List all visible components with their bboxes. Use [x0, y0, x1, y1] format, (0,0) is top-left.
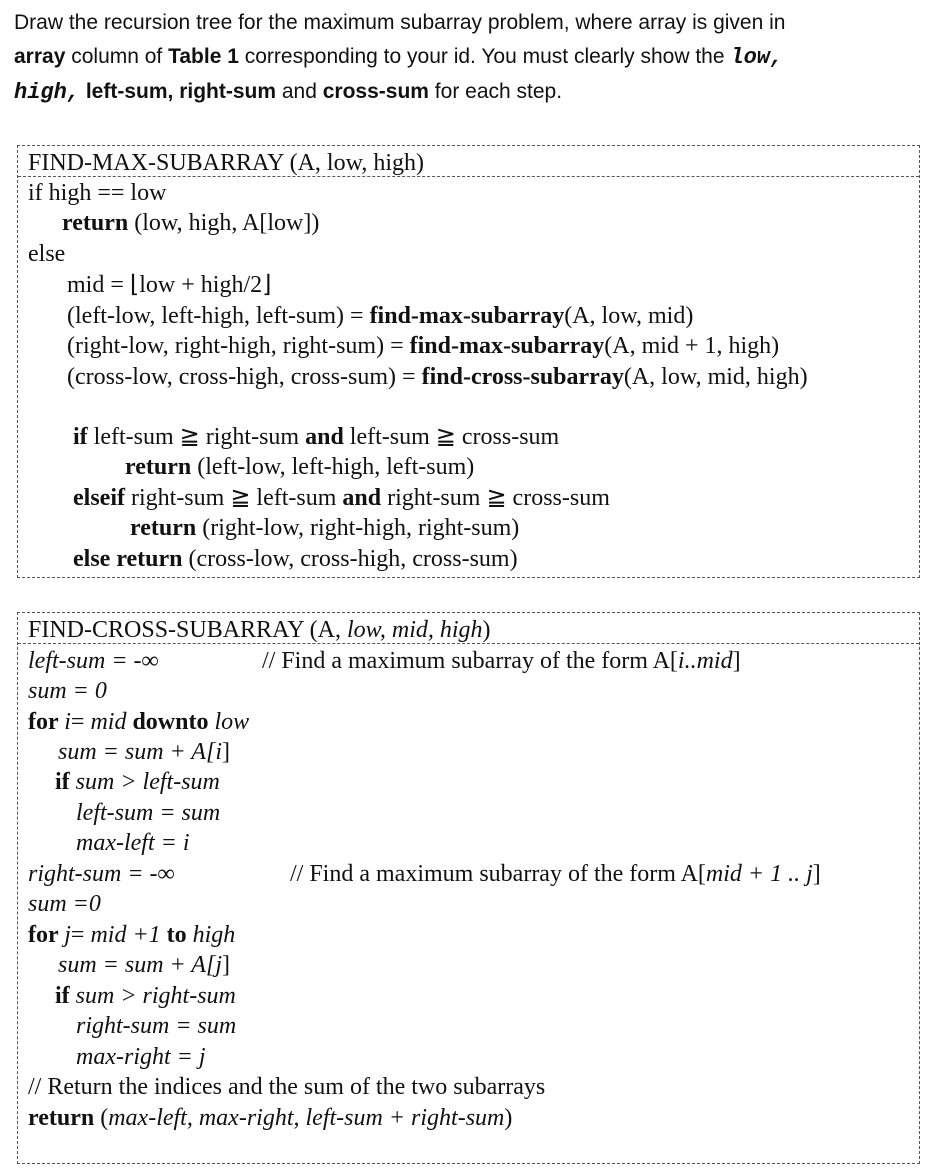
code-text: right-sum = -∞: [28, 861, 175, 887]
code-text: (cross-low, cross-high, cross-sum): [182, 546, 518, 572]
code-text: sum > right-sum: [75, 983, 236, 1009]
find-cross-subarray-box: [17, 612, 920, 1164]
code-text: sum =0: [28, 891, 101, 917]
code-text: ]: [221, 739, 230, 765]
comment-line: // Return the indices and the sum of the two subarrays: [28, 1074, 546, 1100]
code-text: left-sum ≧ right-sum: [87, 424, 306, 450]
title-text: ): [482, 617, 491, 643]
code-text: (low, high, A[low]): [128, 210, 320, 236]
title-text: FIND-CROSS-SUBARRAY (A,: [28, 617, 347, 643]
code-text: (right-low, right-high, right-sum) =: [67, 333, 410, 359]
code-line: [55, 767, 220, 797]
code-text: sum > left-sum: [75, 769, 220, 795]
code-line: [28, 707, 249, 737]
code-text: (A, low, mid): [564, 303, 694, 329]
keyword: and: [342, 485, 382, 511]
title-params: low, mid, high: [346, 617, 483, 643]
keyword: elseif: [73, 485, 125, 511]
comment-text: // Find a maximum subarray of the form A[: [290, 861, 706, 887]
keyword: return: [125, 454, 192, 480]
code-text: ]: [221, 952, 230, 978]
comment-text: ]: [732, 648, 741, 674]
code-text: left-sum ≧ cross-sum: [343, 424, 560, 450]
keyword: for: [28, 922, 65, 948]
code-text: (: [94, 1105, 109, 1131]
keyword: if: [55, 983, 76, 1009]
code-var: i: [215, 739, 222, 765]
code-var: mid: [90, 709, 127, 735]
code-line: [73, 544, 518, 574]
code-var: mid +1: [90, 922, 161, 948]
keyword: return: [62, 210, 129, 236]
code-line: if high == low: [28, 180, 167, 206]
keyword: return: [28, 1105, 95, 1131]
keyword: downto: [126, 709, 215, 735]
keyword: for: [28, 709, 65, 735]
code-text: (left-low, left-high, left-sum) =: [67, 303, 370, 329]
code-line: [28, 646, 159, 676]
sum-terms: left-sum, right-sum: [80, 80, 277, 103]
text-span: column of: [65, 45, 169, 68]
code-line: mid = ⌊low + high/2⌋: [67, 272, 272, 298]
code-line: [67, 362, 808, 392]
code-var: j: [215, 952, 222, 978]
code-line: [67, 331, 779, 361]
table-ref: Table 1: [168, 45, 239, 68]
code-text: left-sum = -∞: [28, 648, 159, 674]
comment-text: // Find a maximum subarray of the form A[: [262, 648, 678, 674]
find-cross-title: [28, 615, 491, 645]
comment-text: ]: [812, 861, 821, 887]
code-line: [73, 422, 559, 452]
code-var: j: [64, 922, 71, 948]
code-line: [28, 676, 107, 706]
text-span: corresponding to your id. You must clearly show the: [238, 45, 731, 68]
code-line: [76, 828, 190, 858]
code-line: [28, 920, 235, 950]
code-line: [67, 301, 693, 331]
keyword: else return: [73, 546, 183, 572]
code-text: max-left = i: [76, 830, 190, 856]
code-var: low: [214, 709, 250, 735]
high-term: high,: [14, 80, 81, 105]
code-line: else: [28, 241, 66, 267]
code-var: high: [192, 922, 236, 948]
cross-sum-term: cross-sum: [322, 80, 429, 103]
comment-line: [290, 859, 821, 889]
code-text: sum = sum + A[: [58, 739, 216, 765]
keyword: and: [305, 424, 344, 450]
code-text: right-sum ≧ cross-sum: [381, 485, 610, 511]
keyword: find-max-subarray: [369, 303, 565, 329]
code-text: =: [70, 922, 91, 948]
find-max-subarray-box: [17, 145, 920, 578]
code-line: [73, 483, 610, 513]
keyword: to: [160, 922, 193, 948]
find-max-title: FIND-MAX-SUBARRAY (A, low, high): [28, 150, 425, 176]
code-text: right-sum = sum: [76, 1013, 237, 1039]
comment-line: [262, 646, 741, 676]
code-text: sum = sum + A[: [58, 952, 216, 978]
comment-range: mid + 1 .. j: [705, 861, 813, 887]
code-text: max-right = j: [76, 1044, 206, 1070]
code-text: ): [504, 1105, 513, 1131]
code-text: max-left, max-right, left-sum + right-sum: [108, 1105, 505, 1131]
code-line: [28, 889, 101, 919]
code-line: [28, 1103, 512, 1133]
code-line: [28, 859, 175, 889]
code-line: [62, 208, 319, 238]
code-text: =: [70, 709, 91, 735]
instruction-line-1: Draw the recursion tree for the maximum subarray problem, where array is given in: [14, 11, 786, 34]
code-text: (A, low, mid, high): [623, 364, 808, 390]
code-var: i: [64, 709, 71, 735]
code-text: (cross-low, cross-high, cross-sum) =: [67, 364, 422, 390]
instruction-line-2: [14, 40, 919, 75]
text-span: for each step.: [428, 80, 563, 103]
keyword: if: [73, 424, 88, 450]
code-line: [55, 981, 236, 1011]
code-line: [58, 950, 230, 980]
instruction-paragraph: [14, 6, 919, 110]
text-span: and: [276, 80, 323, 103]
code-text: sum = 0: [28, 678, 107, 704]
keyword: find-max-subarray: [409, 333, 605, 359]
keyword: find-cross-subarray: [421, 364, 624, 390]
code-line: [125, 452, 474, 482]
code-line: [76, 1011, 236, 1041]
code-text: (right-low, right-high, right-sum): [196, 515, 520, 541]
code-line: [130, 513, 519, 543]
code-text: (A, mid + 1, high): [604, 333, 780, 359]
code-line: [58, 737, 230, 767]
low-term: low,: [730, 45, 784, 70]
code-text: right-sum ≧ left-sum: [124, 485, 343, 511]
keyword: if: [55, 769, 76, 795]
instruction-line-3: [14, 75, 919, 110]
code-line: [76, 1042, 206, 1072]
code-text: (left-low, left-high, left-sum): [191, 454, 475, 480]
code-text: left-sum = sum: [76, 800, 221, 826]
array-keyword: array: [14, 45, 66, 68]
keyword: return: [130, 515, 197, 541]
comment-range: i..mid: [677, 648, 733, 674]
code-line: [76, 798, 220, 828]
